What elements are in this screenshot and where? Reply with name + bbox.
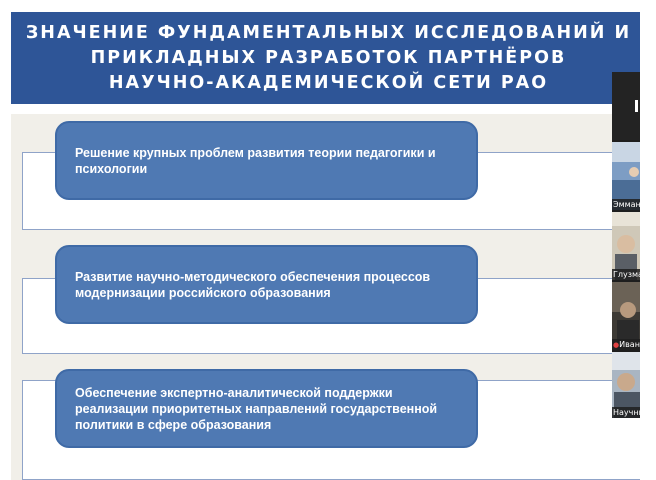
video-panel-header[interactable] (612, 72, 640, 140)
mic-muted-icon: ● (613, 341, 620, 349)
item-pill-1 (55, 121, 478, 200)
item-pill-3 (55, 369, 478, 448)
participant-tile[interactable] (612, 212, 649, 280)
participant-tile[interactable] (612, 142, 656, 210)
slide-title: ЗНАЧЕНИЕ ФУНДАМЕНТАЛЬНЫХ ИССЛЕДОВАНИЙ И ПРИКЛАДНЫХ РАЗРАБОТОК ПАРТНЁРОВ НАУЧНО-АКАДЕМИЧЕСКОЙ СЕТИ РАО (25, 22, 632, 93)
participant-name (612, 339, 640, 350)
panel-menu-icon[interactable] (635, 100, 638, 112)
participant-name-text: Иван (619, 340, 640, 349)
participant-name: Эммануил (613, 200, 656, 209)
slide-header (11, 12, 640, 104)
video-participants-panel[interactable] (612, 72, 656, 418)
item-text-2: Развитие научно-методического обеспечения процессов модернизации российского образования (75, 269, 431, 300)
participant-name: Глузман (613, 270, 649, 279)
participant-tile[interactable] (612, 282, 640, 350)
item-pill-2 (55, 245, 478, 324)
participant-name: Научный (613, 408, 651, 417)
participant-tile[interactable] (612, 352, 651, 418)
item-text-3: Обеспечение экспертно-аналитической поддержки реализации приоритетных направлений государственной политики в сфере образования (75, 385, 438, 432)
item-text-1: Решение крупных проблем развития теории педагогики и психологии (75, 145, 436, 176)
